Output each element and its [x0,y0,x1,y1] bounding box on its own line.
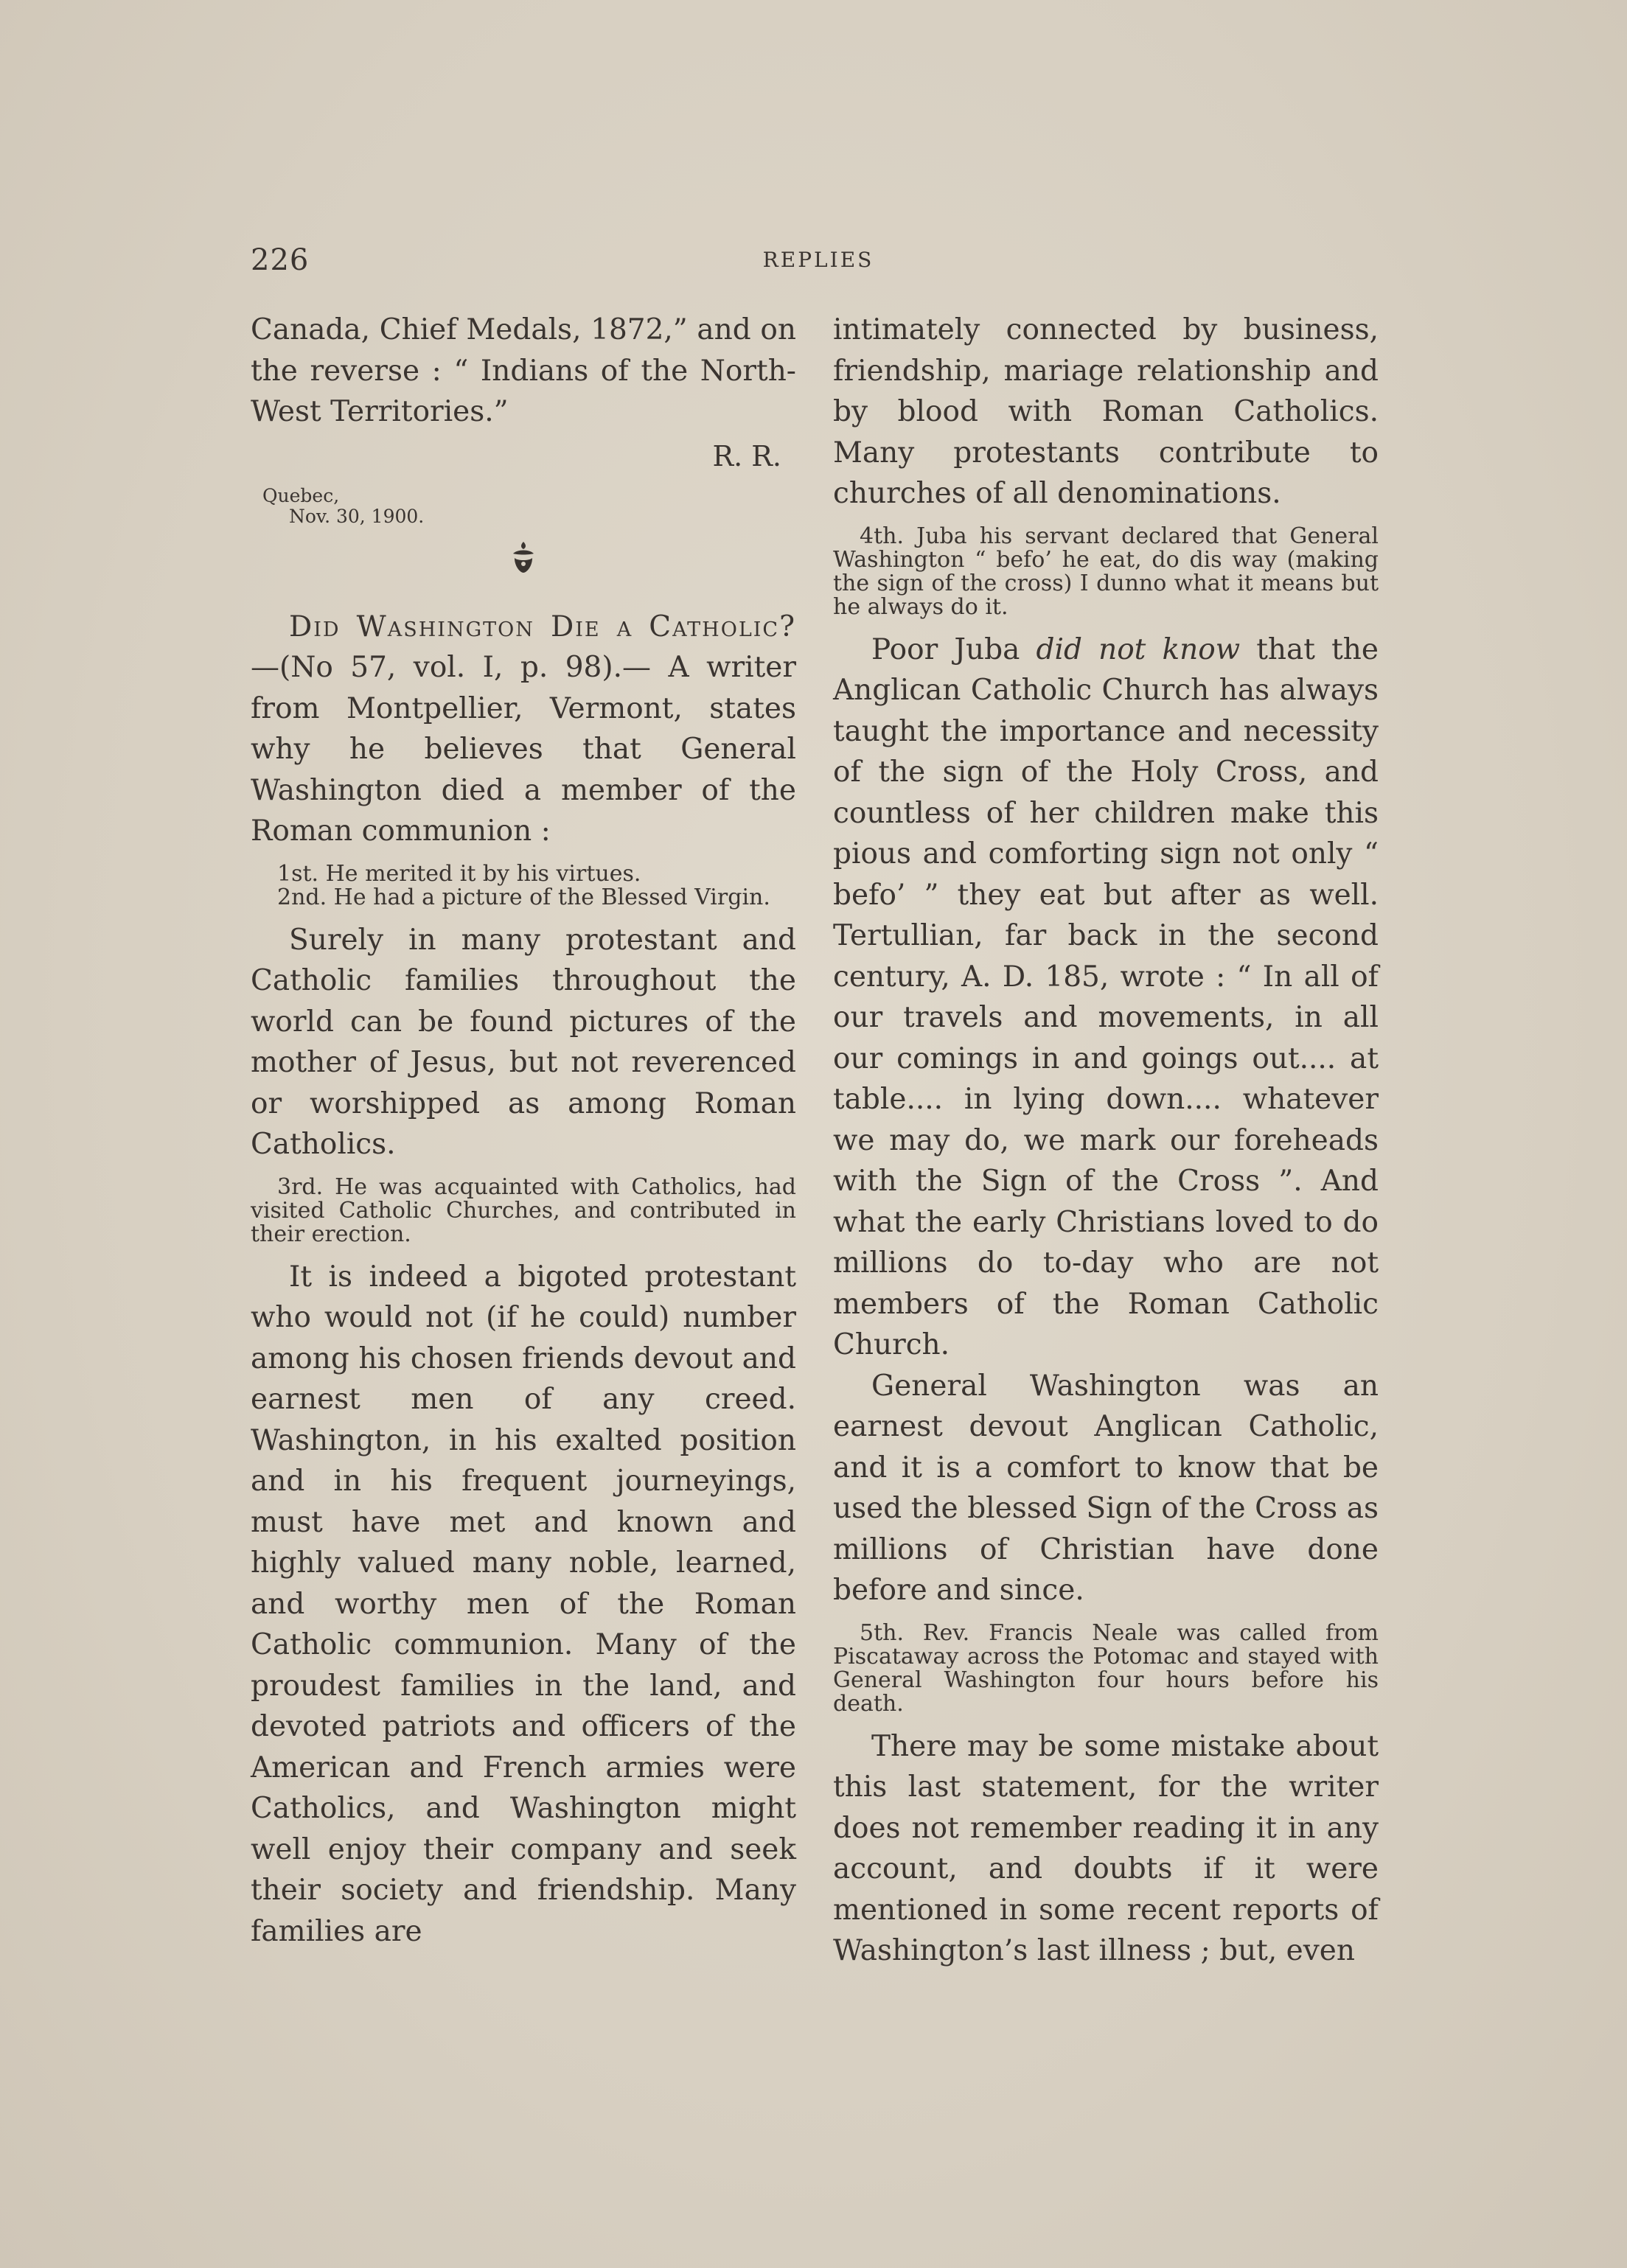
paragraph-general: General Washington was an earnest devout Anglican Catholic, and it is a comfort to know that be used the blessed Sign of the Cross as millions of Christian have done before and since. [833,1369,1379,1607]
quote-third: 3rd. He was acquainted with Catholics, had visited Catholic Churches, and contributed in their erection. [251,1173,796,1247]
juba-emphasis: did not know [1036,632,1241,666]
query-intro: A writer from Montpellier, Vermont, states why he believes that General Washington died a member of the Roman communion : [251,651,796,848]
right-column [833,310,1379,1972]
juba-lead: Poor Juba [871,632,1037,666]
paragraph-juba [833,629,1379,1366]
query-title: Did Washington Die a Catholic? [289,610,796,643]
left-column [251,310,796,1952]
paragraph-medals: Canada, Chief Medals, 1872,” and on the reverse : “ Indians of the North-West Territories.” [251,313,796,428]
quote-first: 1st. He merited it by his virtues. [277,860,641,887]
paragraph-bigoted: It is indeed a bigoted protestant who would not (if he could) number among his chosen friends devout and earnest men of any creed. Washington, in his exalted position and in his frequent journeyings, must have met and known and highly valued many noble, learned, and worthy men of the Roman Catholic communion. Many of the proudest families in the land, and devoted patriots and officers of the American and French armies were Catholics, and Washington might well enjoy their company and seek their society and friendship. Many families are [251,1260,796,1948]
dateline [262,486,796,527]
query-heading-paragraph [251,607,796,852]
paragraph-surely: Surely in many protestant and Catholic families throughout the world can be found pictures of the mother of Jesus, but not reverenced or worshipped as among Roman Catholics. [251,923,796,1161]
page-number: 226 [251,243,310,277]
juba-rest: that the Anglican Catholic Church has always taught the importance and necessity of the sign of the Holy Cross, and countless of her children make this pious and comforting sign not only “ befo’ ” they eat but after as well. Tertullian, far back in the second century, A. D. 185, wrote : “ In all of our travels and movements, in all our comings in and goings out.... at table.... in lying down.... whatever we may do, we mark our foreheads with the Sign of the Cross ”. And what the early Christians loved to do millions do to-day who are not members of the Roman Catholic Church. [833,632,1379,1361]
leaf-ornament-icon [251,539,796,579]
query-reference: —(No 57, vol. I, p. 98).— [251,651,651,684]
paragraph-continued: intimately connected by business, friendship, mariage relationship and by blood with Roman Catholics. Many protestants contribute to churches of all denominations. [833,313,1379,510]
quote-fourth: 4th. Juba his servant declared that General Washington “ befo’ he eat, do dis way (making the sign of the cross) I dunno what it means but he always do it. [833,523,1379,620]
signature: R. R. [712,439,781,472]
dateline-place: Quebec, [262,484,340,506]
page-header [251,243,1386,287]
paragraph-mistake: There may be some mistake about this last statement, for the writer does not remember reading it in any account, and doubts if it were mentioned in some recent reports of Washington’s last illness ; but, even [833,1729,1379,1967]
running-head: REPLIES [762,248,874,272]
dateline-date: Nov. 30, 1900. [289,505,425,527]
quote-second: 2nd. He had a picture of the Blessed Virgin. [277,884,770,910]
quote-fifth: 5th. Rev. Francis Neale was called from Piscataway across the Potomac and stayed with General Washington four hours before his death. [833,1619,1379,1717]
